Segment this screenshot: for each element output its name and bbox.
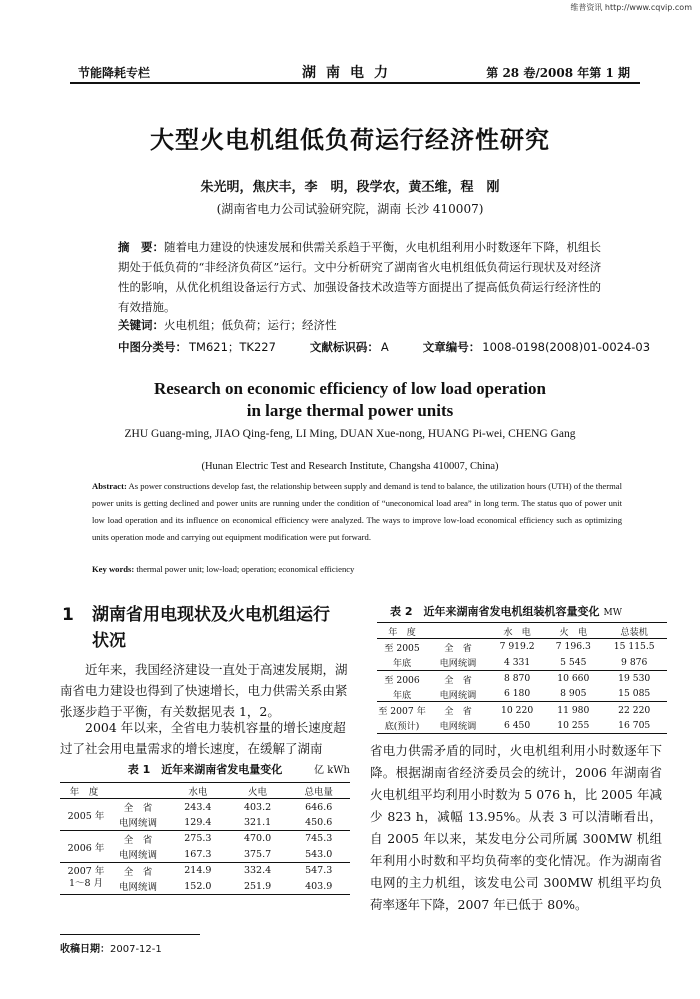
section-number: 1 bbox=[62, 605, 74, 625]
table2-caption-text: 表 2 近年来湖南省发电机组装机容量变化 bbox=[390, 605, 600, 618]
table-cell: 15 115.5 bbox=[613, 641, 655, 653]
received-date-label: 收稿日期： bbox=[60, 944, 110, 955]
table-cell: 321.1 bbox=[243, 816, 272, 828]
journal-name: 湖南电力 bbox=[302, 65, 398, 81]
table-cell: 全 省 bbox=[123, 834, 153, 846]
table-cell: 547.3 bbox=[305, 865, 333, 877]
table-year-cell: 至 2007 年 bbox=[378, 706, 426, 718]
watermark: 维普资讯 http://www.cqvip.com bbox=[570, 3, 692, 12]
affiliation-cn: (湖南省电力公司试验研究院，湖南 长沙 410007) bbox=[216, 202, 484, 216]
paper-title-en-line2: in large thermal power units bbox=[246, 401, 454, 420]
table-cell: 243.4 bbox=[184, 801, 212, 813]
table-cell: 375.7 bbox=[243, 848, 272, 860]
table-cell: 543.0 bbox=[305, 848, 333, 860]
table-cell: 电网统调 bbox=[439, 721, 477, 733]
section-title-line2: 状况 bbox=[92, 631, 126, 651]
table2 bbox=[377, 622, 667, 734]
table-row bbox=[377, 718, 667, 734]
table-header-cell bbox=[108, 783, 168, 799]
affiliation-en: (Hunan Electric Test and Research Institute, Changsha 410007, China) bbox=[201, 461, 499, 472]
table-row bbox=[60, 862, 350, 878]
table1-caption bbox=[60, 761, 350, 777]
table-cell: 7 196.3 bbox=[555, 641, 591, 653]
doc-code-value: A bbox=[380, 340, 389, 354]
table-cell: 19 530 bbox=[618, 673, 651, 685]
keywords-cn-label: 关键词： bbox=[118, 318, 164, 332]
table-row bbox=[377, 670, 667, 686]
table-cell: 470.0 bbox=[243, 833, 272, 845]
body-paragraph-2: 2004 年以来，全省电力装机容量的增长速度超过了社会用电量需求的增长速度，在缓解了湖南 bbox=[60, 720, 346, 756]
table2-unit: MW bbox=[603, 608, 622, 618]
table-cell: 251.9 bbox=[243, 880, 272, 892]
table-header-cell: 总电量 bbox=[304, 786, 333, 798]
table-cell: 5 545 bbox=[560, 656, 587, 668]
table-cell: 129.4 bbox=[184, 816, 212, 828]
table-year-cell: 年底 bbox=[392, 689, 412, 701]
received-date-value: 2007-12-1 bbox=[110, 944, 162, 955]
keywords-cn bbox=[118, 317, 337, 333]
article-no-value: 1008-0198(2008)01-0024-03 bbox=[482, 340, 651, 354]
table-cell: 7 919.2 bbox=[499, 641, 535, 653]
clc-label: 中图分类号： bbox=[118, 340, 187, 354]
table1 bbox=[60, 782, 350, 895]
table-cell: 22 220 bbox=[618, 704, 651, 716]
table-cell: 403.9 bbox=[305, 880, 333, 892]
header-rule bbox=[70, 82, 640, 84]
table-year-cell: 2007 年 1～8 月 bbox=[67, 866, 105, 890]
table-cell: 332.4 bbox=[243, 865, 272, 877]
table-cell: 8 870 bbox=[503, 673, 531, 685]
table-cell: 450.6 bbox=[305, 816, 333, 828]
table-header-cell: 火 电 bbox=[559, 626, 588, 638]
abstract-cn-label: 摘 要： bbox=[118, 240, 164, 254]
table1-caption-text: 表 1 近年来湖南省发电量变化 bbox=[127, 763, 283, 776]
table-cell: 电网统调 bbox=[439, 658, 477, 670]
table-row bbox=[377, 686, 667, 702]
table-cell: 646.6 bbox=[305, 801, 333, 813]
clc-value: TM621；TK227 bbox=[189, 340, 276, 354]
table-header-cell: 水电 bbox=[188, 786, 208, 798]
table-cell: 275.3 bbox=[184, 833, 212, 845]
table-row bbox=[377, 639, 667, 655]
table-header-row bbox=[60, 783, 350, 799]
table-header-row bbox=[377, 623, 667, 639]
table-cell: 10 220 bbox=[501, 704, 534, 716]
abstract-cn bbox=[118, 237, 602, 317]
table-header-cell: 年 度 bbox=[388, 626, 416, 638]
table-year-cell: 年底 bbox=[392, 658, 412, 670]
table-row bbox=[377, 655, 667, 671]
abstract-en bbox=[92, 478, 622, 546]
received-date bbox=[60, 940, 162, 955]
keywords-cn-text: 火电机组；低负荷；运行；经济性 bbox=[164, 318, 337, 332]
table-year-cell: 至 2005 bbox=[384, 642, 420, 654]
table-cell: 10 660 bbox=[557, 673, 590, 685]
table-cell: 6 450 bbox=[503, 719, 531, 731]
table-cell: 电网统调 bbox=[118, 850, 157, 862]
table-row bbox=[377, 702, 667, 718]
table-cell: 152.0 bbox=[184, 880, 212, 892]
abstract-cn-text: 随着电力建设的快速发展和供需关系趋于平衡，火电机组利用小时数逐年下降，机组长期处于低负荷的“非经济负荷区”运行。文中分析研究了湖南省火电机组低负荷运行现状及对经济性的影响，从优化机组设备运行方式、加强设备技术改造等方面提出了提高低负荷运行经济性的有效措施。 bbox=[118, 240, 602, 314]
table-header-cell: 火电 bbox=[248, 786, 268, 798]
paper-title-cn: 大型火电机组低负荷运行经济性研究 bbox=[150, 125, 550, 154]
keywords-en-label: Key words: bbox=[92, 564, 135, 574]
table-cell: 11 980 bbox=[557, 704, 590, 716]
table-year-cell: 2006 年 bbox=[67, 842, 105, 854]
table-cell: 8 905 bbox=[560, 688, 587, 700]
table-year-cell: 底(预计) bbox=[384, 721, 420, 733]
classification-line bbox=[118, 339, 650, 355]
table-cell: 4 331 bbox=[503, 656, 531, 668]
table-year-cell: 2005 年 bbox=[67, 810, 105, 822]
paper-title-en bbox=[0, 378, 700, 422]
table-cell: 10 255 bbox=[557, 719, 590, 731]
table-cell: 全 省 bbox=[444, 642, 472, 654]
table2-caption bbox=[390, 603, 670, 619]
table-row bbox=[60, 831, 350, 847]
table-header-cell: 水 电 bbox=[503, 626, 531, 638]
table-header-cell bbox=[427, 623, 489, 639]
table-cell: 电网统调 bbox=[118, 818, 157, 830]
paper-title-en-line1: Research on economic efficiency of low load operation bbox=[153, 379, 547, 398]
table-cell: 全 省 bbox=[123, 803, 153, 815]
running-header-column: 节能降耗专栏 bbox=[78, 66, 151, 80]
body-paragraph-1: 近年来，我国经济建设一直处于高速发展期，湖南省电力建设也得到了快速增长，电力供需关系由紧张逐步趋于平衡，有关数据见表 1，2。 bbox=[60, 662, 348, 719]
issue-info: 第 28 卷/2008 年第 1 期 bbox=[486, 66, 630, 80]
doc-code-label: 文献标识码： bbox=[309, 340, 379, 354]
table-row bbox=[60, 799, 350, 815]
table-cell: 16 705 bbox=[618, 719, 651, 731]
table-year-cell: 至 2006 bbox=[384, 674, 420, 686]
table1-unit: 亿 kWh bbox=[314, 765, 350, 776]
abstract-en-label: Abstract: bbox=[92, 481, 127, 491]
table-header-cell: 总装机 bbox=[620, 626, 648, 638]
section-heading bbox=[62, 602, 362, 654]
table-cell: 全 省 bbox=[444, 674, 472, 686]
footnote-rule bbox=[60, 934, 200, 935]
table-cell: 电网统调 bbox=[118, 882, 157, 894]
section-title-line1: 湖南省用电现状及火电机组运行 bbox=[92, 605, 330, 625]
authors-cn: 朱光明，焦庆丰，李 明，段学农，黄丕维，程 刚 bbox=[200, 180, 500, 195]
table-cell: 15 085 bbox=[618, 688, 651, 700]
table-cell: 167.3 bbox=[184, 848, 212, 860]
table-cell: 6 180 bbox=[503, 688, 531, 700]
table-header-cell: 年 度 bbox=[69, 786, 99, 798]
table-cell: 电网统调 bbox=[439, 689, 477, 701]
table-cell: 745.3 bbox=[305, 833, 333, 845]
table-cell: 214.9 bbox=[184, 865, 212, 877]
keywords-en bbox=[92, 564, 354, 574]
table-cell: 全 省 bbox=[123, 866, 153, 878]
authors-en: ZHU Guang-ming, JIAO Qing-feng, LI Ming, DUAN Xue-nong, HUANG Pi-wei, CHENG Gang bbox=[124, 428, 576, 440]
abstract-en-text: As power constructions develop fast, the relationship between supply and demand is tend to balance, the utilization hours (UTH) of the thermal power units is getting declined and power units are running under the condition of “uneconomical load area” in long term. The status quo of power unit low load operation and its influence on economical efficiency were analyzed. The ways to improve low-load economical efficiency such as optimizing units operation mode and carrying out equipment modification were put forward. bbox=[92, 481, 622, 542]
keywords-en-text: thermal power unit; low-load; operation; economical efficiency bbox=[136, 564, 355, 574]
body-paragraph-3: 省电力供需矛盾的同时，火电机组利用小时数逐年下降。根据湖南省经济委员会的统计，2006 年湖南省火电机组平均利用小时数为 5 076 h，比 2005 年减少 823 h，减幅 13.95%。从表 3 可以清晰看出，自 2005 年以来，某发电分公司所属 300MW 机组年利用小时数和平均负荷率的变化情况。作为湖南省电网的主力机组，该发电公司 300MW 机组平均负荷率逐年下降，2007 年已低于 80%。 bbox=[370, 743, 662, 912]
table-cell: 全 省 bbox=[444, 706, 472, 718]
article-no-label: 文章编号： bbox=[422, 340, 481, 354]
table-cell: 9 876 bbox=[621, 656, 648, 668]
table-cell: 403.2 bbox=[243, 801, 272, 813]
